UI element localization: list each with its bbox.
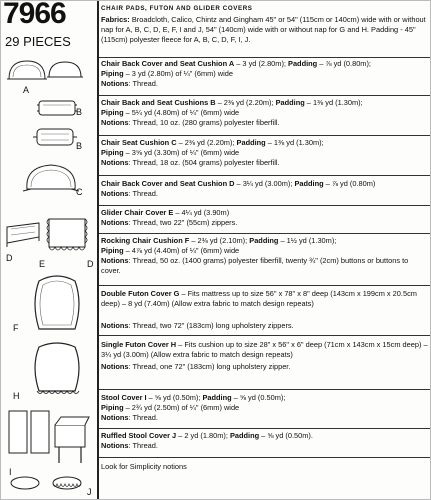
section-f — [101, 236, 428, 276]
view-label-d-2: D — [87, 259, 94, 269]
notions-label-d: Notions — [101, 189, 129, 198]
item-title-g: Double Futon Cover G — [101, 289, 180, 298]
notions-label-g: Notions — [101, 321, 129, 330]
item-yardage-i: – ⅝ yd (0.50m); — [146, 393, 203, 402]
notions-value-j: : Thread. — [128, 441, 158, 450]
pieces-count: 29 PIECES — [5, 34, 71, 49]
view-d-sketch — [3, 217, 43, 251]
item-title-b: Chair Back and Seat Cushions B — [101, 98, 216, 107]
view-f-sketch — [29, 269, 85, 335]
section-d — [101, 179, 428, 199]
item-description-h: – Fits cushion up to size 28" x 56" x 6" deep (71cm x 143cm x 15cm deep) – 3¼ yd (3.00m) (Allow extra fabric to match design repeats) — [101, 340, 428, 359]
view-label-i: I — [9, 467, 12, 477]
section-j — [101, 431, 428, 451]
item-yardage-a: – 3 yd (2.80m); — [234, 59, 289, 68]
item-yardage-j: – 2 yd (1.80m); — [176, 431, 230, 440]
notions-label-h: Notions — [101, 362, 129, 371]
divider-f — [99, 233, 430, 234]
notions-label-f: Notions — [101, 256, 129, 265]
padding-value-i: – ⅝ yd (0.50m); — [231, 393, 286, 402]
view-label-d: D — [6, 253, 13, 263]
item-yardage-b: – 2⅜ yd (2.20m); — [215, 98, 276, 107]
view-label-h: H — [13, 391, 20, 401]
view-label-b-2: B — [76, 141, 83, 151]
divider-c — [99, 135, 430, 136]
footer-note — [101, 462, 428, 472]
padding-value-f: – 1½ yd (1.30m); — [278, 236, 337, 245]
view-label-b: B — [76, 107, 83, 117]
divider-b — [99, 95, 430, 96]
item-yardage-c: – 2⅜ yd (2.20m); — [176, 138, 237, 147]
view-b-sketch — [35, 97, 79, 119]
divider-h — [99, 335, 430, 336]
view-j-sketch — [5, 471, 91, 497]
notions-value-g: : Thread, two 72" (183cm) long upholstery zippers. — [128, 321, 294, 330]
view-label-f: F — [13, 323, 19, 333]
view-i-sketch — [5, 407, 91, 469]
envelope-header: CHAIR PADS, FUTON AND GLIDER COVERS — [101, 5, 253, 12]
section-a — [101, 59, 428, 89]
piping-label-f: Piping — [101, 246, 124, 255]
divider-j — [99, 428, 430, 429]
divider-g — [99, 285, 430, 286]
item-title-i: Stool Cover I — [101, 393, 147, 402]
notions-value-h: : Thread, one 72" (183cm) long upholstery zipper. — [128, 362, 291, 371]
notions-label-b: Notions — [101, 118, 129, 127]
section-c — [101, 138, 428, 168]
notions-label-c: Notions — [101, 158, 129, 167]
view-a-sketch-2 — [45, 59, 85, 81]
view-label-e: E — [39, 259, 46, 269]
fabrics-label: Fabrics: — [101, 15, 130, 24]
item-title-c: Chair Seat Cushion C — [101, 138, 177, 147]
divider-a — [99, 57, 430, 58]
piping-value-c: – 3⅝ yd (3.30m) of ¼" (6mm) wide — [123, 148, 240, 157]
fabrics-block — [101, 15, 428, 45]
padding-value-b: – 1⅜ yd (1.30m); — [304, 98, 363, 107]
notions-value-c: : Thread, 18 oz. (504 grams) polyester fiberfill. — [128, 158, 280, 167]
padding-label-d: Padding — [294, 179, 324, 188]
item-yardage-d: – 3¼ yd (3.00m); — [234, 179, 295, 188]
piping-value-a: – 3 yd (2.80m) of ¼" (6mm) wide — [123, 69, 234, 78]
item-title-d: Chair Back Cover and Seat Cushion D — [101, 179, 235, 188]
item-title-e: Glider Chair Cover E — [101, 208, 174, 217]
item-yardage-f: – 2⅜ yd (2.10m); — [189, 236, 250, 245]
view-a-sketch — [5, 57, 49, 83]
padding-value-j: – ⅝ yd (0.50m). — [259, 431, 313, 440]
piping-value-f: – 4⅞ yd (4.40m) of ¼" (6mm) wide — [123, 246, 240, 255]
notions-value-i: : Thread. — [128, 413, 158, 422]
view-label-c: C — [76, 187, 83, 197]
padding-value-d: – ⅞ yd (0.80m) — [323, 179, 376, 188]
padding-label-b: Padding — [275, 98, 305, 107]
view-d-sketch-2 — [43, 213, 93, 257]
item-title-j: Ruffled Stool Cover J — [101, 431, 177, 440]
notions-value-d: : Thread. — [128, 189, 158, 198]
view-label-a: A — [23, 85, 30, 95]
notions-value-a: : Thread. — [128, 79, 158, 88]
notions-value-f: : Thread, 50 oz. (1400 grams) polyester fiberfill, twenty ¾" (2cm) buttons or buttons to cover. — [101, 256, 409, 275]
notions-label-i: Notions — [101, 413, 129, 422]
padding-label-a: Padding — [288, 59, 318, 68]
section-h — [101, 340, 428, 372]
item-title-h: Single Futon Cover H — [101, 340, 177, 349]
divider-d — [99, 175, 430, 176]
piping-value-i: – 2¾ yd (2.50m) of ¼" (6mm) wide — [123, 403, 240, 412]
piping-label-a: Piping — [101, 69, 124, 78]
item-title-f: Rocking Chair Cushion F — [101, 236, 190, 245]
piping-label-b: Piping — [101, 108, 124, 117]
divider-footer — [99, 457, 430, 458]
notions-value-b: : Thread, 10 oz. (280 grams) polyester fiberfill. — [128, 118, 280, 127]
padding-label-c: Padding — [236, 138, 266, 147]
divider-e — [99, 205, 430, 206]
view-b-sketch-2 — [31, 125, 79, 149]
section-g — [101, 289, 428, 331]
padding-label-j: Padding — [229, 431, 260, 440]
padding-label-i: Padding — [202, 393, 232, 402]
item-description-g: – Fits mattress up to size 56" x 78" x 8" deep (143cm x 199cm x 20.5cm deep) – 8 yd (7.40m) (Allow extra fabric to match design repeats) — [101, 289, 417, 308]
padding-label-f: Padding — [249, 236, 279, 245]
padding-value-c: – 1⅜ yd (1.30m); — [265, 138, 324, 147]
piping-label-i: Piping — [101, 403, 124, 412]
view-h-sketch — [29, 337, 85, 397]
view-c-sketch — [21, 161, 81, 197]
section-e — [101, 208, 428, 228]
notions-label-e: Notions — [101, 218, 129, 227]
piping-value-b: – 5¼ yd (4.80m) of ¼" (6mm) wide — [123, 108, 240, 117]
piping-label-c: Piping — [101, 148, 124, 157]
divider-i — [99, 389, 430, 390]
illustration-column — [1, 1, 93, 500]
section-i — [101, 393, 428, 423]
item-title-a: Chair Back Cover and Seat Cushion A — [101, 59, 235, 68]
pattern-number: 7966 — [3, 0, 66, 30]
column-divider — [97, 1, 99, 500]
item-yardage-e: – 4¼ yd (3.90m) — [173, 208, 230, 217]
padding-value-a: – ⅞ yd (0.80m); — [317, 59, 371, 68]
footer-text: Look for Simplicity notions — [101, 462, 187, 471]
fabrics-text: Broadcloth, Calico, Chintz and Gingham 45" or 54" (115cm or 140cm) wide with or without nap for A, B, C, D, E, F, I and J, 54" (140cm) wide with or without nap for G and H. Padding - 45" (115cm) polyester fleece for A, B, C, D, F, I, J. — [101, 15, 426, 44]
section-b — [101, 98, 428, 128]
notions-label-j: Notions — [101, 441, 129, 450]
notions-value-e: : Thread, two 22" (55cm) zippers. — [128, 218, 238, 227]
notions-label-a: Notions — [101, 79, 129, 88]
view-label-j: J — [87, 487, 92, 497]
